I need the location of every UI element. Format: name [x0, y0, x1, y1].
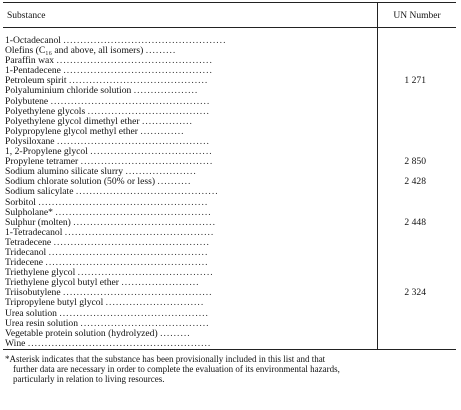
un-number-cell — [378, 56, 457, 66]
table-row — [3, 238, 456, 248]
substance-name: Petroleum spirit — [5, 76, 67, 87]
substance-column-header: Substance — [3, 3, 378, 28]
table-row — [3, 298, 456, 308]
leader-dots: ............................................... — [50, 96, 211, 107]
substance-cell — [3, 187, 378, 197]
substance-cell — [3, 238, 378, 248]
table-row — [3, 218, 456, 228]
substance-cell — [3, 298, 378, 308]
substance-cell — [3, 218, 378, 228]
substance-cell — [3, 228, 378, 238]
leader-dots: ......................................... — [68, 76, 209, 87]
substance-name: Polyethylene glycols — [5, 106, 86, 117]
substance-cell — [3, 147, 378, 157]
substance-name: 1-Octadecanol — [5, 36, 61, 46]
leader-dots: ...................................... — [80, 318, 210, 329]
substances-table — [3, 2, 456, 350]
un-number-cell — [378, 339, 457, 350]
table-row — [3, 248, 456, 258]
un-number-cell — [378, 268, 457, 278]
footnote — [5, 354, 453, 384]
table-row — [3, 157, 456, 167]
substance-name: Triethylene glycol — [5, 268, 76, 279]
substance-cell — [3, 36, 378, 46]
substance-name: Wine — [5, 338, 26, 349]
un-number-column-header: UN Number — [378, 3, 457, 28]
substance-cell — [3, 127, 378, 137]
substance-cell — [3, 86, 378, 96]
un-number-cell — [378, 86, 457, 96]
un-number-cell — [378, 278, 457, 288]
un-number-cell — [378, 46, 457, 56]
leader-dots: ............... — [141, 116, 193, 127]
un-number-cell — [378, 117, 457, 127]
substance-name: Triethylene glycol butyl ether — [5, 278, 119, 289]
substance-name: Polyethylene glycol dimethyl ether — [5, 116, 140, 127]
un-number-cell — [378, 36, 457, 46]
substance-name: Sodium alumino silicate slurry — [5, 167, 124, 178]
substance-cell — [3, 117, 378, 127]
substance-cell — [3, 167, 378, 177]
un-number-cell — [378, 238, 457, 248]
leader-dots: .......................................... — [73, 217, 216, 228]
un-number-cell — [378, 208, 457, 218]
substance-name: Tridecanol — [5, 247, 47, 258]
substance-name: Sodium salicylate — [5, 187, 74, 198]
substance-cell — [3, 329, 378, 339]
table-row — [3, 46, 456, 56]
substance-cell — [3, 208, 378, 218]
leader-dots: ......... — [160, 328, 191, 339]
table-row — [3, 278, 456, 288]
substance-cell — [3, 177, 378, 187]
substance-name: Polypropylene glycol methyl ether — [5, 126, 138, 137]
leader-dots: ........................................ — [77, 268, 214, 279]
leader-dots: .................................... — [87, 106, 210, 117]
substance-name: Paraffin wax — [5, 56, 55, 67]
substance-name: Olefins (C₁₆ and above, all isomers) — [5, 46, 144, 57]
un-number-cell: 2 850 — [378, 157, 457, 167]
table-row — [3, 329, 456, 339]
table-row — [3, 137, 456, 147]
substance-cell — [3, 97, 378, 107]
table-spacer-row — [3, 28, 456, 37]
un-number-cell — [378, 147, 457, 157]
leader-dots: .................................... — [90, 147, 213, 158]
table-row — [3, 127, 456, 137]
table-row — [3, 56, 456, 66]
substance-cell — [3, 309, 378, 319]
substance-cell — [3, 107, 378, 117]
substance-cell — [3, 248, 378, 258]
substances-table-body — [3, 28, 456, 350]
substance-name: Polyaluminium chloride solution — [5, 86, 132, 97]
leader-dots: ............................................ — [64, 227, 215, 238]
substance-name: Sodium chlorate solution (50% or less) — [5, 177, 156, 188]
leader-dots: ..................... — [125, 167, 197, 178]
un-number-cell — [378, 127, 457, 137]
substance-name: Propylene tetramer — [5, 157, 79, 168]
leader-dots: ................................................ — [63, 36, 227, 46]
leader-dots: ............. — [140, 126, 185, 137]
table-row — [3, 258, 456, 268]
substance-name: Polybutene — [5, 96, 49, 107]
footnote-line-3: particularly in relation to living resources. — [13, 373, 165, 384]
substance-cell — [3, 339, 378, 350]
table-row — [3, 339, 456, 350]
table-row — [3, 36, 456, 46]
substance-cell — [3, 157, 378, 167]
footnote-line-1: *Asterisk indicates that the substance has been provisionally included in this list and that — [5, 353, 326, 364]
un-number-cell: 2 428 — [378, 177, 457, 187]
un-number-cell — [378, 319, 457, 329]
substance-cell — [3, 46, 378, 56]
leader-dots: .............................................. — [56, 56, 213, 67]
un-number-cell — [378, 167, 457, 177]
substance-cell — [3, 66, 378, 76]
leader-dots: ............................................. — [56, 136, 210, 147]
table-row — [3, 309, 456, 319]
substance-name: Tetradecene — [5, 237, 52, 248]
substance-cell — [3, 198, 378, 208]
leader-dots: .............................................. — [55, 207, 212, 218]
un-number-cell — [378, 298, 457, 308]
table-row — [3, 228, 456, 238]
substance-name: Urea resin solution — [5, 318, 79, 329]
table-row — [3, 167, 456, 177]
un-number-cell — [378, 309, 457, 319]
substance-cell — [3, 288, 378, 298]
substance-name: Tripropylene butyl glycol — [5, 298, 104, 309]
un-number-cell — [378, 198, 457, 208]
substance-name: 1-Pentadecene — [5, 66, 61, 77]
substance-name: Tridecene — [5, 258, 44, 269]
leader-dots: ............................................ — [59, 308, 209, 319]
substance-cell — [3, 278, 378, 288]
table-row — [3, 187, 456, 197]
un-number-cell — [378, 258, 457, 268]
leader-dots: ............................................ — [63, 288, 213, 299]
table-row — [3, 117, 456, 127]
leader-dots: ............................. — [105, 298, 205, 309]
leader-dots: ......... — [145, 46, 177, 57]
table-row — [3, 107, 456, 117]
substance-cell — [3, 137, 378, 147]
table-row — [3, 268, 456, 278]
substance-name: Sorbitol — [5, 197, 36, 208]
un-number-cell: 2 448 — [378, 218, 457, 228]
table-row — [3, 319, 456, 329]
leader-dots: ....................... — [121, 278, 200, 289]
table-row — [3, 177, 456, 187]
leader-dots: ................... — [133, 86, 199, 97]
leader-dots: ............................................... — [48, 247, 209, 258]
un-number-cell — [378, 66, 457, 76]
leader-dots: ...................................................... — [27, 338, 212, 349]
leader-dots: .......... — [157, 177, 192, 188]
table-row — [3, 198, 456, 208]
substance-name: Sulpholane* — [5, 207, 53, 218]
leader-dots: ................................................ — [45, 258, 209, 269]
substance-cell — [3, 319, 378, 329]
un-number-cell — [378, 187, 457, 197]
substance-name: Polysiloxane — [5, 136, 55, 147]
substance-cell — [3, 76, 378, 86]
substance-name: 1-Tetradecanol — [5, 227, 63, 238]
substance-name: Urea solution — [5, 308, 57, 319]
substance-name: Sulphur (molten) — [5, 217, 71, 228]
leader-dots: ....................................... — [80, 157, 214, 168]
un-number-cell: 1 271 — [378, 76, 457, 86]
un-number-cell — [378, 107, 457, 117]
table-row — [3, 208, 456, 218]
table-row — [3, 66, 456, 76]
substance-cell — [3, 268, 378, 278]
table-row — [3, 76, 456, 86]
substance-cell — [3, 258, 378, 268]
un-number-cell — [378, 329, 457, 339]
leader-dots: ............................................ — [63, 66, 213, 77]
table-row — [3, 86, 456, 96]
un-number-cell: 2 324 — [378, 288, 457, 298]
leader-dots: .............................................. — [53, 237, 210, 248]
substance-cell — [3, 56, 378, 66]
un-number-cell — [378, 137, 457, 147]
leader-dots: .................................................. — [38, 197, 209, 208]
table-header-row — [3, 3, 456, 28]
table-row — [3, 97, 456, 107]
footnote-line-2: further data are necessary in order to complete the evaluation of its environmental hazards, — [13, 363, 340, 374]
un-number-cell — [378, 228, 457, 238]
un-number-cell — [378, 248, 457, 258]
leader-dots: .......................................... — [75, 187, 219, 198]
substance-name: Vegetable protein solution (hydrolyzed) — [5, 328, 158, 339]
substance-name: Triisobutylene — [5, 288, 61, 299]
table-row — [3, 147, 456, 157]
table-row — [3, 288, 456, 298]
un-number-cell — [378, 97, 457, 107]
substance-name: 1, 2-Propylene glycol — [5, 147, 88, 158]
